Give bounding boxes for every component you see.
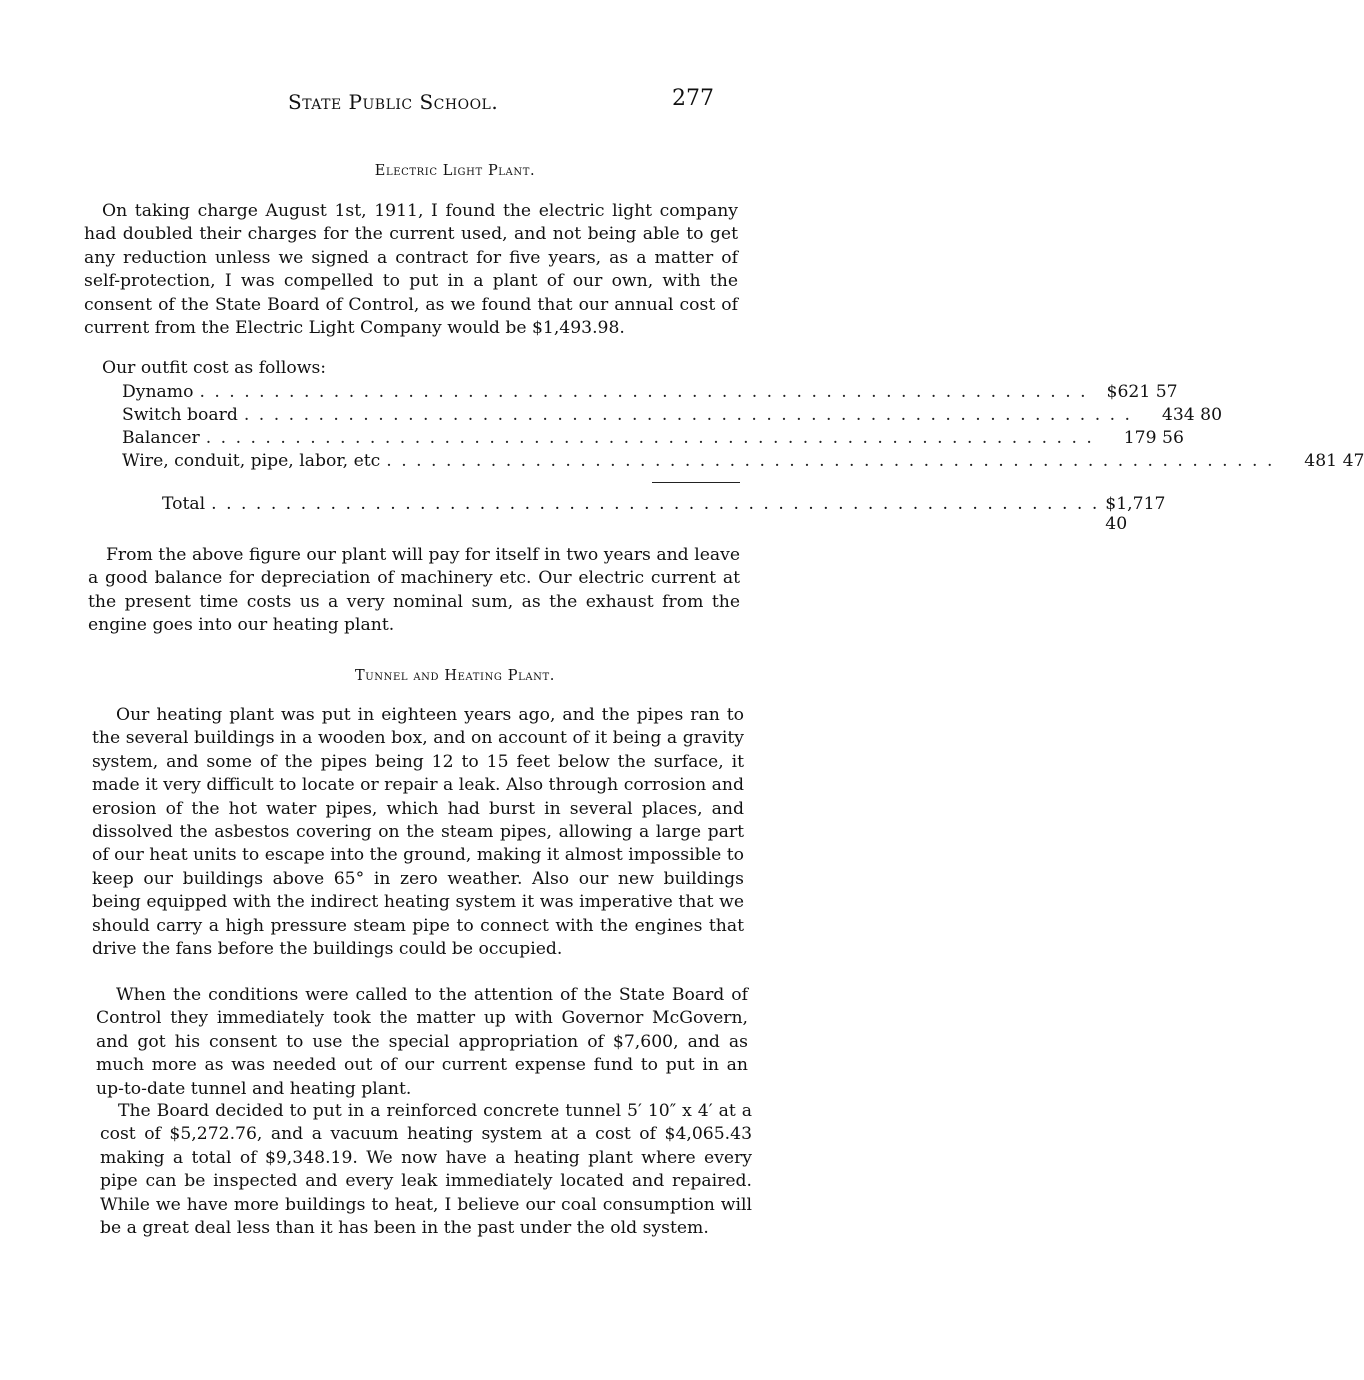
electric-paragraph-2: From the above figure our plant will pay for itself in two years and leave a good balance for depreciation of machinery etc. Our electric current at the present time costs us a very nominal sum, as the exhaust from the engine goes into our heating plant. xyxy=(88,545,740,636)
section-heading-electric: Electric Light Plant. xyxy=(374,163,536,179)
cost-label: Balancer xyxy=(122,428,200,448)
electric-paragraph-1: On taking charge August 1st, 1911, I found the electric light company had doubled their charges for the current used, and not being able to get any reduction unless we signed a contract for five years, as a matter of self-protection, I was compelled to put in a plant of our own, with the consent of the State Board of Control, as we found that our annual cost of current from the Electric Light Company would be $1,493.98. xyxy=(84,201,738,339)
total-rule xyxy=(652,482,740,483)
cost-row xyxy=(122,405,1223,428)
cost-amount: 481 47 xyxy=(1304,451,1364,471)
dot-leader: . . . . . . . . . . . . . . . . . . . . . . . . . . . . . . . . . . . . . . . . . . . . . . . . . . . . . . . . . . . . xyxy=(211,494,1100,514)
cost-label: Wire, conduit, pipe, labor, etc xyxy=(122,451,381,471)
cost-amount: $621 57 xyxy=(1106,382,1178,402)
cost-row xyxy=(122,428,1184,451)
dot-leader: . . . . . . . . . . . . . . . . . . . . . . . . . . . . . . . . . . . . . . . . . . . . . . . . . . . . . . . . . . . . xyxy=(205,428,1094,448)
total-row xyxy=(162,494,1166,534)
tunnel-paragraph-2: When the conditions were called to the attention of the State Board of Control they immediately took the matter up with Governor McGovern, and got his consent to use the special appropriation of $7,600, and as much more as was needed out of our current expense fund to put in an up-to-date tunnel and heating plant. xyxy=(96,985,748,1099)
cost-row xyxy=(122,451,1364,474)
running-title: State Public School. xyxy=(288,90,499,114)
cost-label: Switch board xyxy=(122,405,238,425)
section-heading-tunnel: Tunnel and Heating Plant. xyxy=(355,668,555,684)
cost-amount: 179 56 xyxy=(1123,428,1184,448)
total-label: Total xyxy=(162,494,206,514)
tunnel-paragraph-3: The Board decided to put in a reinforced concrete tunnel 5′ 10″ x 4′ at a cost of $5,272.76, and a vacuum heating system at a cost of $4,065.43 making a total of $9,348.19. We now have a heating plant where every pipe can be inspected and every leak immediately located and repaired. While we have more buildings to heat, I believe our coal consumption will be a great deal less than it has been in the past under the old system. xyxy=(100,1101,752,1239)
running-header xyxy=(0,86,910,116)
cost-row xyxy=(122,382,1178,405)
dot-leader: . . . . . . . . . . . . . . . . . . . . . . . . . . . . . . . . . . . . . . . . . . . . . . . . . . . . . . . . . . . . xyxy=(386,451,1275,471)
cost-amount: 434 80 xyxy=(1161,405,1223,425)
total-amount: $1,717 40 xyxy=(1105,494,1166,534)
page-number: 277 xyxy=(672,86,714,111)
tunnel-paragraph-1: Our heating plant was put in eighteen years ago, and the pipes ran to the several buildings in a wooden box, and on account of it being a gravity system, and some of the pipes being 12 to 15 feet below the surface, it made it very difficult to locate or repair a leak. Also through corrosion and erosion of the hot water pipes, which had burst in several places, and dissolved the asbestos covering on the steam pipes, allowing a large part of our heat units to escape into the ground, making it almost impossible to keep our buildings above 65° in zero weather. Also our new buildings being equipped with the indirect heating system it was imperative that we should carry a high pressure steam pipe to connect with the engines that drive the fans before the buildings could be occupied. xyxy=(92,705,744,960)
cost-label: Dynamo xyxy=(122,382,194,402)
dot-leader: . . . . . . . . . . . . . . . . . . . . . . . . . . . . . . . . . . . . . . . . . . . . . . . . . . . . . . . . . . . . xyxy=(199,382,1088,402)
dot-leader: . . . . . . . . . . . . . . . . . . . . . . . . . . . . . . . . . . . . . . . . . . . . . . . . . . . . . . . . . . . . xyxy=(243,405,1133,425)
cost-intro: Our outfit cost as follows: xyxy=(102,358,327,378)
